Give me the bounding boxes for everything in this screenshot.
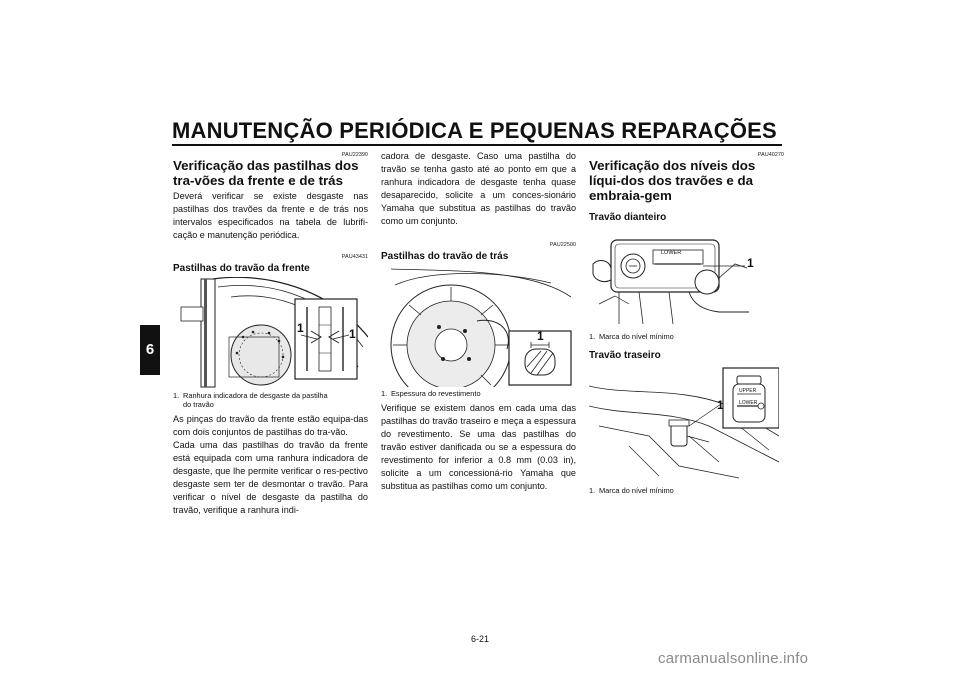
subheading-front-pads: Pastilhas do travão da frente [173,263,310,274]
intro-paragraph: Deverá verificar se existe desgaste nas pastilhas dos travões da frente e de trás nos intervalos especificados na tabela de lubrifi-cação e manutenção periódica. [173,191,368,240]
section-heading: Verificação das pastilhas dos tra-vões da frente e de trás [173,158,359,188]
caption-number: 1. [381,389,388,398]
caption-number: 1. [589,486,596,495]
caption-text-cont: do travão [183,400,214,409]
figure-caption [173,391,368,409]
front-brake-pad-illustration [173,277,368,389]
subheading-rear-brake: Travão traseiro [589,350,661,361]
caption-text: Ranhura indicadora de desgaste da pastilha [183,391,328,400]
lower-mark-label-rear: LOWER [739,400,758,406]
rear-reservoir-illustration [589,366,779,484]
callout-1: 1 [537,329,544,343]
figure-caption-front [589,332,784,341]
callout-1-front: 1 [747,256,754,270]
paragraph-rear-pads: Verifique se existem danos em cada uma das pastilhas do travão traseiro e meça a espessura do revestimento. Se uma das pastilhas do travão estiver danificada ou se a espessura do revestimento for inferior a 0.8 mm (0.03 in), solicite a um concessioná-rio Yamaha que substitua as pastilhas como um conjunto. [381,403,576,491]
paragraph-continued: cadora de desgaste. Caso uma pastilha do travão se tenha gasto até ao ponto em que a ranhura indicadora de desgaste tenha quase desaparecido, solicite a um conces-sionário Yamaha que substitua as pastilhas do travão como um conjunto. [381,151,576,226]
callout-1-right: 1 [349,327,356,341]
section-code: PAU22390 [341,152,368,158]
section-code: PAU40270 [757,152,784,158]
column-1 [173,150,368,517]
caption-text: Espessura do revestimento [391,389,481,398]
figure-caption-rear [589,486,784,495]
caption-text: Marca do nível mínimo [599,332,674,341]
rear-brake-pad-illustration [381,267,576,387]
watermark: carmanualsonline.info [658,650,809,667]
subsection-code: PAU43431 [341,254,368,260]
callout-1-left: 1 [297,321,304,335]
section-heading: Verificação dos níveis dos líqui-dos dos travões e da embraia-gem [589,158,756,203]
subheading-rear-pads: Pastilhas do travão de trás [381,251,509,262]
callout-1-rear: 1 [717,398,724,412]
page-header-title: MANUTENÇÃO PERIÓDICA E PEQUENAS REPARAÇÕES [172,118,777,143]
caption-text: Marca do nível mínimo [599,486,674,495]
upper-mark-label: UPPER [739,388,757,394]
paragraph-wear-indicator: Cada uma das pastilhas do travão da frente está equipada com uma ranhura indicadora de desgaste, que lhe permite verificar o res-pectivo desgaste sem ter de desmontar o travão. Para verificar o nível de desgaste da pastilha do travão, verifique a ranhura indi- [173,440,368,515]
page-number: 6-21 [470,634,489,644]
chapter-tab-number: 6 [145,341,155,358]
section-code: PAU22500 [549,242,576,248]
column-2 [381,150,576,493]
header-rule [172,144,782,146]
paragraph-calipers: As pinças do travão da frente estão equipa-das com dois conjuntos de pastilhas do tra-vão. [173,414,368,437]
caption-number: 1. [589,332,596,341]
subheading-front-brake: Travão dianteiro [589,212,667,223]
column-3 [589,150,784,499]
front-reservoir-illustration [589,234,779,330]
caption-number: 1. [173,391,180,400]
figure-caption [381,389,576,398]
lower-mark-label: LOWER [661,250,682,256]
